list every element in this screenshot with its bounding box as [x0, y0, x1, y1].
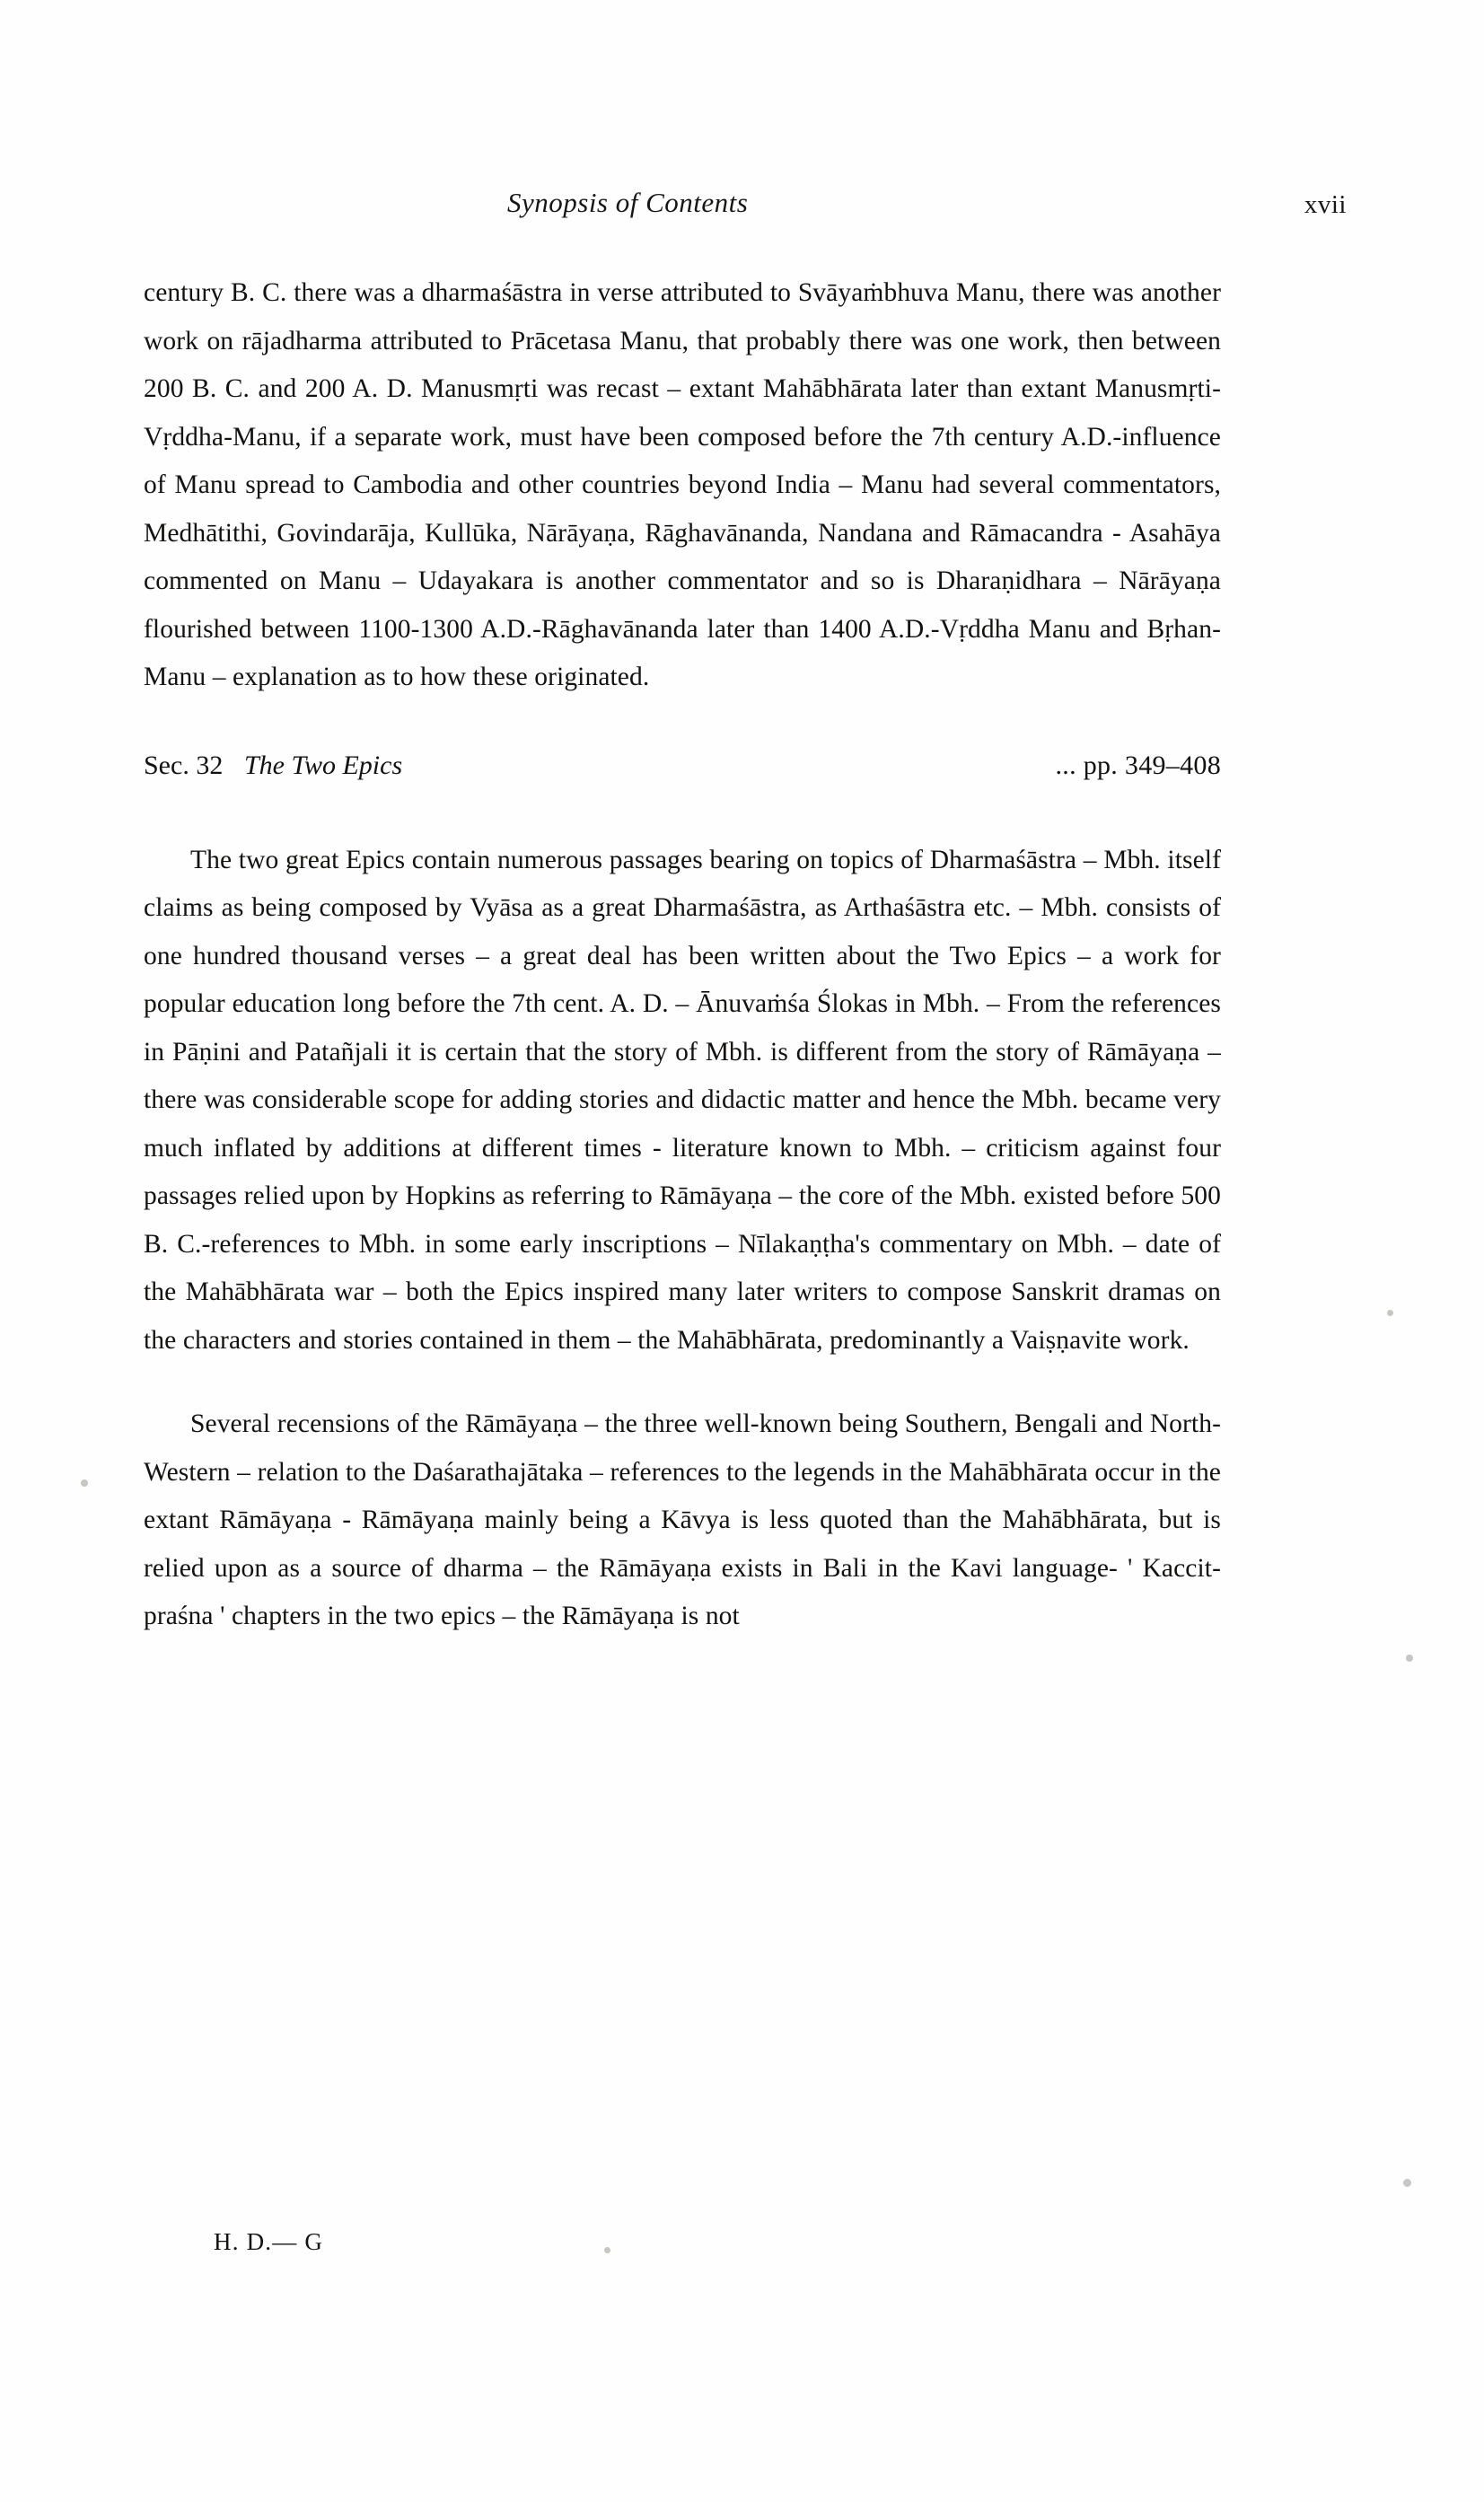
page-speck — [1387, 1310, 1393, 1316]
signature-mark: H. D.— G — [214, 2228, 324, 2255]
section-page-range: ... pp. 349–408 — [1055, 750, 1221, 780]
running-head-title: Synopsis of Contents — [507, 187, 749, 218]
paragraph-manu-continuation: century B. C. there was a dharmaśāstra in verse attributed to Svāyaṁbhuva Manu, there was another work on rājadharma attributed to Prācetasa Manu, that probably there was one work, then between 200 B. C. and 200 A. D. Manusmṛti was recast – extant Mahābhārata later than extant Manusmṛti-Vṛddha-Manu, if a separate work, must have been composed before the 7th century A.D.-influence of Manu spread to Cambodia and other countries beyond India – Manu had several commentators, Medhātithi, Govindarāja, Kullūka, Nārāyaṇa, Rāghavānanda, Nandana and Rāmacandra - Asahāya commented on Manu – Udayakara is another commentator and so is Dharaṇidhara – Nārāyaṇa flourished between 1100-1300 A.D.-Rāghavānanda later than 1400 A.D.-Vṛddha Manu and Bṛhan-Manu – explanation as to how these originated. — [144, 278, 1221, 691]
spacer — [144, 801, 1221, 837]
page-speck — [81, 1479, 88, 1487]
section-number: Sec. 32 — [144, 750, 224, 780]
page-speck — [604, 2247, 610, 2253]
paragraph-ramayana-recensions: Several recensions of the Rāmāyaṇa – the three well-known being Southern, Bengali and North-Western – relation to the Daśarathajātaka – references to the legends in the Mahābhārata occur in the extant Rāmāyaṇa - Rāmāyaṇa mainly being a Kāvya is less quoted than the Mahābhārata, but is relied upon as a source of dharma – the Rāmāyaṇa exists in Bali in the Kavi language- ' Kaccit-praśna ' chapters in the two epics – the Rāmāyaṇa is not — [144, 1409, 1221, 1630]
page-body — [144, 269, 1221, 1641]
page-speck — [1406, 1655, 1413, 1662]
spacer — [144, 702, 1221, 751]
page-number: xvii — [1304, 190, 1347, 219]
page-header — [144, 187, 1347, 226]
paragraph-two-epics: The two great Epics contain numerous passages bearing on topics of Dharmaśāstra – Mbh. itself claims as being composed by Vyāsa as a great Dharmaśāstra, as Arthaśāstra etc. – Mbh. consists of one hundred thousand verses – a great deal has been written about the Two Epics – a work for popular education long before the 7th cent. A. D. – Ānuvaṁśa Ślokas in Mbh. – From the references in Pāṇini and Patañjali it is certain that the story of Mbh. is different from the story of Rāmāyaṇa – there was considerable scope for adding stories and didactic matter and hence the Mbh. became very much inflated by additions at different times - literature known to Mbh. – criticism against four passages relied upon by Hopkins as referring to Rāmāyaṇa – the core of the Mbh. existed before 500 B. C.-references to Mbh. in some early inscriptions – Nīlakaṇṭha's commentary on Mbh. – date of the Mahābhārata war – both the Epics inspired many later writers to compose Sanskrit dramas on the characters and stories contained in them – the Mahābhārata, predominantly a Vaiṣṇavite work. — [144, 845, 1221, 1355]
page-speck — [1403, 2179, 1411, 2187]
spacer — [144, 1365, 1221, 1400]
section-heading — [144, 751, 1221, 801]
section-title: The Two Epics — [244, 750, 403, 780]
